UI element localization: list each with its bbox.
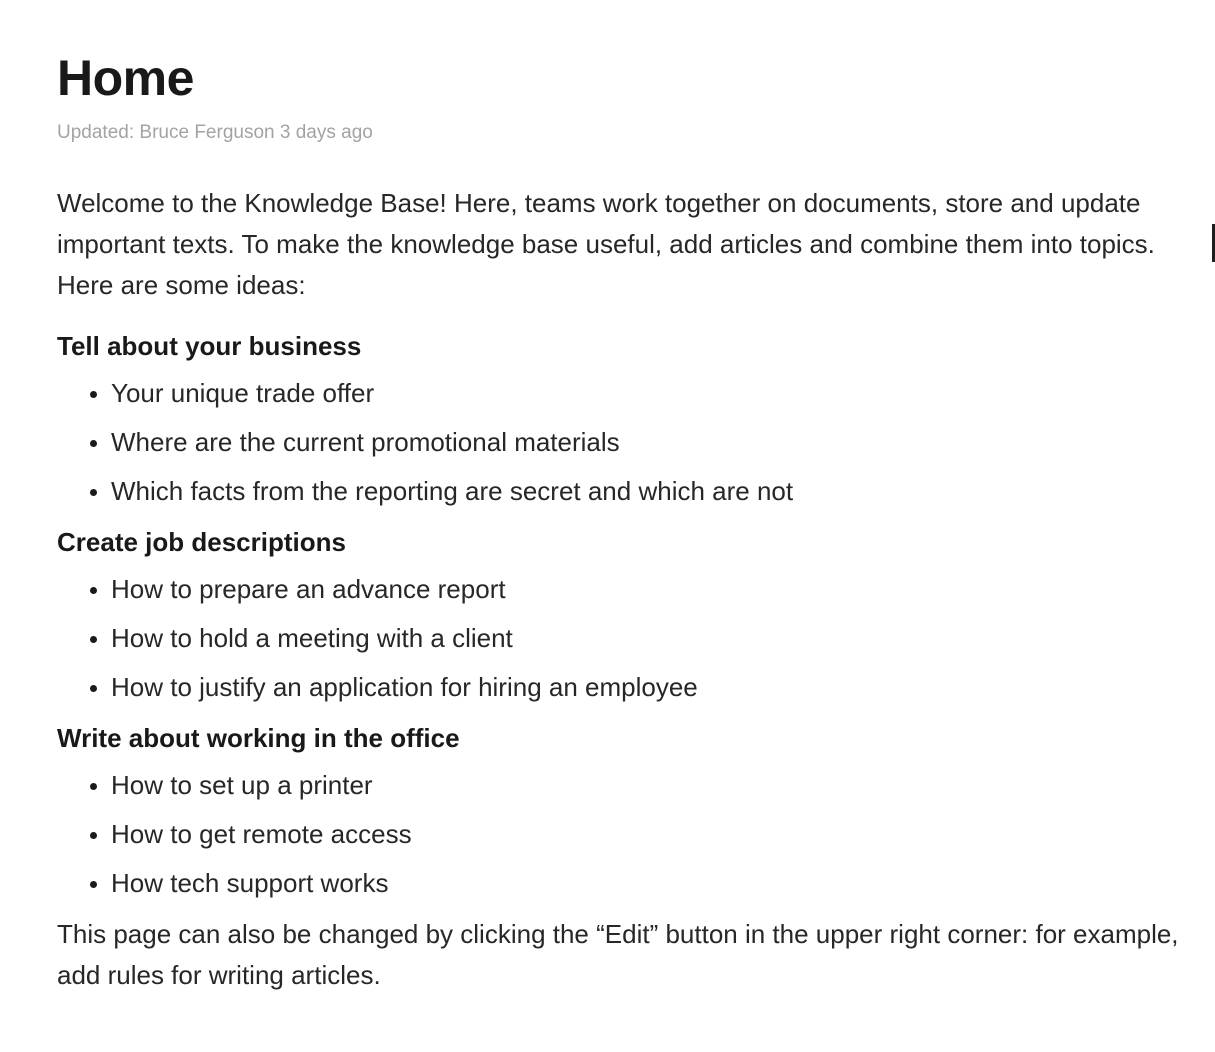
section-office	[57, 718, 1205, 904]
bullet-list	[57, 765, 1205, 904]
list-item: • How to justify an application for hiring an employee	[111, 667, 1205, 708]
page-title: Home	[57, 50, 194, 106]
author-name: Bruce Ferguson	[139, 121, 275, 143]
bullet-list	[57, 373, 1205, 512]
list-item: • How to get remote access	[111, 814, 1205, 855]
list-item: • How to set up a printer	[111, 765, 1205, 806]
section-heading: Tell about your business	[57, 330, 362, 361]
list-item: • Which facts from the reporting are secret and which are not	[111, 471, 1205, 512]
outro-paragraph: This page can also be changed by clicking the “Edit” button in the upper right corner: for example, add rules for writing articles.	[57, 918, 1179, 990]
updated-meta	[57, 120, 1205, 145]
section-heading: Write about working in the office	[57, 722, 460, 753]
updated-label: Updated:	[57, 121, 135, 143]
section-business	[57, 326, 1205, 512]
list-item: • How to prepare an advance report	[111, 569, 1205, 610]
list-item: • Where are the current promotional materials	[111, 422, 1205, 463]
intro-paragraph: Welcome to the Knowledge Base! Here, teams work together on documents, store and update important texts. To make the knowledge base useful, add articles and combine them into topics. Here are some ideas:	[57, 187, 1155, 300]
list-item: • How tech support works	[111, 863, 1205, 904]
section-job-descriptions	[57, 522, 1205, 708]
list-item: • Your unique trade offer	[111, 373, 1205, 414]
bullet-list	[57, 569, 1205, 708]
list-item: • How to hold a meeting with a client	[111, 618, 1205, 659]
updated-time: 3 days ago	[279, 121, 373, 143]
section-heading: Create job descriptions	[57, 526, 346, 557]
